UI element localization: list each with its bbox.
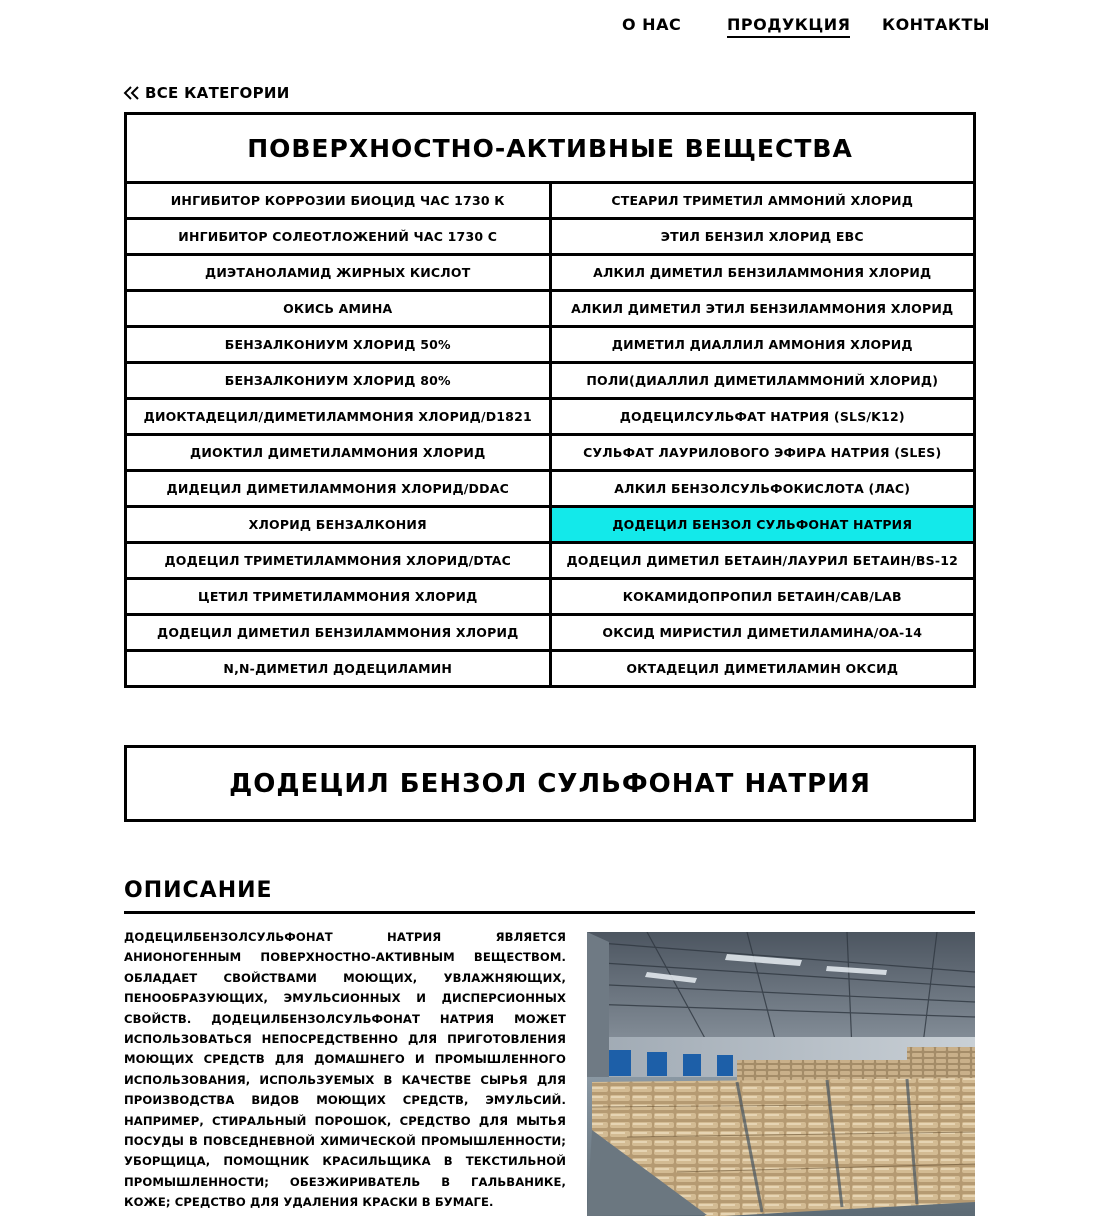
category-item[interactable]: БЕНЗАЛКОНИУМ ХЛОРИД 50% bbox=[127, 328, 549, 364]
category-item[interactable]: ДИОКТАДЕЦИЛ/ДИМЕТИЛАММОНИЯ ХЛОРИД/D1821 bbox=[127, 400, 549, 436]
category-item[interactable]: СТЕАРИЛ ТРИМЕТИЛ АММОНИЙ ХЛОРИД bbox=[552, 184, 974, 220]
warehouse-photo bbox=[587, 932, 975, 1216]
category-item[interactable]: ОКТАДЕЦИЛ ДИМЕТИЛАМИН ОКСИД bbox=[626, 661, 899, 676]
category-item[interactable]: ДОДЕЦИЛ ТРИМЕТИЛАММОНИЯ ХЛОРИД/DTAC bbox=[127, 544, 549, 580]
all-categories-link[interactable] bbox=[123, 82, 290, 104]
nav-products-link[interactable]: ПРОДУКЦИЯ bbox=[727, 14, 850, 38]
description-heading: ОПИСАНИЕ bbox=[124, 877, 975, 914]
category-item[interactable]: ДИМЕТИЛ ДИАЛЛИЛ АММОНИЯ ХЛОРИД bbox=[552, 328, 974, 364]
category-item[interactable]: АЛКИЛ БЕНЗОЛСУЛЬФОКИСЛОТА (ЛАС) bbox=[552, 472, 974, 508]
nav-contacts-link[interactable]: КОНТАКТЫ bbox=[882, 15, 990, 34]
category-item[interactable]: СУЛЬФАТ ЛАУРИЛОВОГО ЭФИРА НАТРИЯ (SLES) bbox=[552, 436, 974, 472]
category-item[interactable]: ИНГИБИТОР КОРРОЗИИ БИОЦИД ЧАС 1730 К bbox=[127, 184, 549, 220]
product-title: ДОДЕЦИЛ БЕНЗОЛ СУЛЬФОНАТ НАТРИЯ bbox=[124, 745, 976, 822]
category-column-right bbox=[552, 184, 974, 685]
category-title: ПОВЕРХНОСТНО-АКТИВНЫЕ ВЕЩЕСТВА bbox=[127, 115, 973, 184]
all-categories-label: ВСЕ КАТЕГОРИИ bbox=[145, 84, 290, 102]
category-item[interactable]: ПОЛИ(ДИАЛЛИЛ ДИМЕТИЛАММОНИЙ ХЛОРИД) bbox=[552, 364, 974, 400]
category-column-left bbox=[127, 184, 552, 685]
nav-about-link[interactable]: О НАС bbox=[622, 15, 682, 34]
category-item[interactable]: ДИЭТАНОЛАМИД ЖИРНЫХ КИСЛОТ bbox=[127, 256, 549, 292]
description-text: ДОДЕЦИЛБЕНЗОЛСУЛЬФОНАТ НАТРИЯ ЯВЛЯЕТСЯ АНИОНОГЕННЫМ ПОВЕРХНОСТНО-АКТИВНЫМ ВЕЩЕСТВОМ. ОБЛАДАЕТ СВОЙСТВАМИ МОЮЩИХ, УВЛАЖНЯЮЩИХ, ПЕНООБРАЗУЮЩИХ, ЭМУЛЬСИОННЫХ И ДИСПЕРСИОННЫХ СВОЙСТВ. ДОДЕЦИЛБЕНЗОЛСУЛЬФОНАТ НАТРИЯ МОЖЕТ ИСПОЛЬЗОВАТЬСЯ НЕПОСРЕДСТВЕННО ДЛЯ ПРИГОТОВЛЕНИЯ МОЮЩИХ СРЕДСТВ ДЛЯ ДОМАШНЕГО И ПРОМЫШЛЕННОГО ИСПОЛЬЗОВАНИЯ, ИСПОЛЬЗУЕМЫХ В КАЧЕСТВЕ СЫРЬЯ ДЛЯ ПРОИЗВОДСТВА ВИДОВ МОЮЩИХ СРЕДСТВ, ЭМУЛЬСИЙ. НАПРИМЕР, СТИРАЛЬНЫЙ ПОРОШОК, СРЕДСТВО ДЛЯ МЫТЬЯ ПОСУДЫ В ПОВСЕДНЕВНОЙ ХИМИЧЕСКОЙ ПРОМЫШЛЕННОСТИ; УБОРЩИЦА, ПОМОЩНИК КРАСИЛЬЩИКА В ТЕКСТИЛЬНОЙ ПРОМЫШЛЕННОСТИ; ОБЕЗЖИРИВАТЕЛЬ В ГАЛЬВАНИКЕ, КОЖЕ; СРЕДСТВО ДЛЯ УДАЛЕНИЯ КРАСКИ В БУМАГЕ. bbox=[124, 930, 566, 1210]
category-item[interactable]: ДОДЕЦИЛ ДИМЕТИЛ БЕТАИН/ЛАУРИЛ БЕТАИН/BS-12 bbox=[552, 544, 974, 580]
category-item[interactable]: КОКАМИДОПРОПИЛ БЕТАИН/CAB/LAB bbox=[552, 580, 974, 616]
category-item[interactable]: БЕНЗАЛКОНИУМ ХЛОРИД 80% bbox=[127, 364, 549, 400]
top-nav bbox=[0, 14, 1100, 40]
category-item[interactable]: ОКИСЬ АМИНА bbox=[127, 292, 549, 328]
category-item[interactable]: ЭТИЛ БЕНЗИЛ ХЛОРИД EBC bbox=[552, 220, 974, 256]
category-item[interactable]: N,N-ДИМЕТИЛ ДОДЕЦИЛАМИН bbox=[223, 661, 453, 676]
category-item[interactable]: ДОДЕЦИЛСУЛЬФАТ НАТРИЯ (SLS/K12) bbox=[552, 400, 974, 436]
category-item[interactable]: ДОДЕЦИЛ ДИМЕТИЛ БЕНЗИЛАММОНИЯ ХЛОРИД bbox=[127, 616, 549, 652]
category-item[interactable]: ЦЕТИЛ ТРИМЕТИЛАММОНИЯ ХЛОРИД bbox=[127, 580, 549, 616]
category-item[interactable]: ОКСИД МИРИСТИЛ ДИМЕТИЛАМИНА/OA-14 bbox=[552, 616, 974, 652]
double-chevron-left-icon bbox=[123, 85, 141, 101]
category-item[interactable]: АЛКИЛ ДИМЕТИЛ ЭТИЛ БЕНЗИЛАММОНИЯ ХЛОРИД bbox=[552, 292, 974, 328]
category-item[interactable]: ДИДЕЦИЛ ДИМЕТИЛАММОНИЯ ХЛОРИД/DDAC bbox=[127, 472, 549, 508]
category-item[interactable]: ХЛОРИД БЕНЗАЛКОНИЯ bbox=[127, 508, 549, 544]
category-grid bbox=[127, 184, 973, 685]
category-item[interactable]: АЛКИЛ ДИМЕТИЛ БЕНЗИЛАММОНИЯ ХЛОРИД bbox=[552, 256, 974, 292]
category-item[interactable]: ИНГИБИТОР СОЛЕОТЛОЖЕНИЙ ЧАС 1730 С bbox=[127, 220, 549, 256]
category-table bbox=[124, 112, 976, 688]
category-item[interactable]: ДИОКТИЛ ДИМЕТИЛАММОНИЯ ХЛОРИД bbox=[127, 436, 549, 472]
category-item-active[interactable]: ДОДЕЦИЛ БЕНЗОЛ СУЛЬФОНАТ НАТРИЯ bbox=[552, 508, 974, 544]
